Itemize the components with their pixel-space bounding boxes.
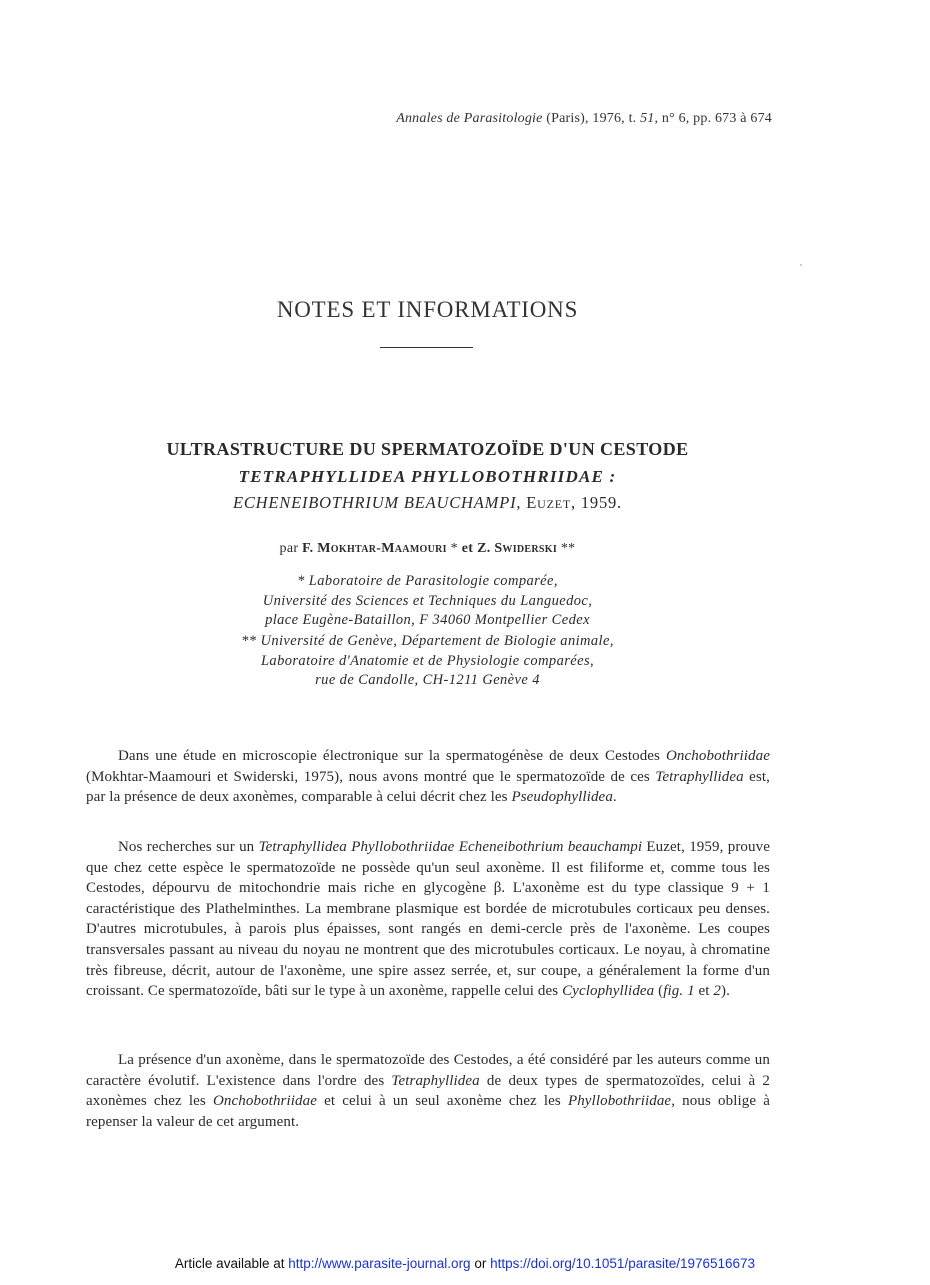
- species-name: ECHENEIBOTHRIUM BEAUCHAMPI,: [233, 493, 522, 512]
- affiliation-1-line: Université des Sciences et Techniques du Languedoc,: [262, 592, 593, 609]
- affiliation-1: [0, 572, 855, 631]
- text-run: .: [612, 789, 617, 806]
- affiliation-2-line: ** Université de Genève, Département de Biologie animale,: [241, 633, 614, 649]
- text-run: Nos recherches sur un: [118, 839, 259, 855]
- text-run: Euzet, 1959, prouve que chez cette espèce le spermatozoïde ne possède qu'un seul axonème. Il est filiforme et, comme tous les Cestodes, dépourvu de mitochondrie mais riche en glycogène β. L'axonème est du type classique 9 + 1 caractéristique des Plathelminthes. La membrane plasmique est bordée de microtubules corticaux peu denses. D'autres microtubules, à parois plus épaisses, sont rangés en demi-cercle près de l'axonème. Les coupes transversales passant au niveau du noyau ne montrent que des microtubules corticaux. Le noyau, à chromatine très fibreuse, décrit, autour de l'axonème, une spire assez serrée, et, sur coupe, a généralement la forme d'un croissant. Ce spermatozoïde, bâti sur le type à un axonème, rappelle celui des: [86, 839, 770, 1000]
- italic-term: Tetraphyllidea: [391, 1072, 480, 1089]
- text-run: nous oblige à repenser la valeur de cet argument.: [86, 1093, 770, 1130]
- species-year: , 1959.: [571, 493, 622, 512]
- journal-name: Annales de Parasitologie: [396, 111, 543, 126]
- body-paragraph-2: [86, 837, 770, 1002]
- doi-link[interactable]: https://doi.org/10.1051/parasite/1976516673: [490, 1256, 756, 1271]
- species-author: Euzet: [526, 493, 571, 512]
- body-paragraph-1: [86, 746, 770, 808]
- affiliation-1-line: place Eugène-Bataillon, F 34060 Montpellier Cedex: [265, 612, 590, 629]
- author1-mark: *: [446, 541, 462, 556]
- footer-or: or: [470, 1256, 491, 1271]
- affiliation-2-line: Laboratoire d'Anatomie et de Physiologie comparées,: [260, 652, 595, 669]
- text-run: La présence d'un axonème, dans le spermatozoïde des Cestodes, a été considéré par les auteurs comme un caractère évolutif. L'existence dans l'ordre des: [86, 1052, 770, 1089]
- affiliation-2-line: rue de Candolle, CH-1211 Genève 4: [315, 672, 540, 689]
- italic-term: fig. 1: [663, 983, 695, 1000]
- italic-term: Pseudophyllidea: [511, 789, 613, 806]
- article-title-line2: TETRAPHYLLIDEA PHYLLOBOTHRIIDAE :: [238, 467, 617, 486]
- italic-term: Tetraphyllidea Phyllobothriidae Echeneibothrium beauchampi: [258, 839, 643, 855]
- author2-mark: **: [557, 541, 576, 556]
- author-par: par: [279, 541, 303, 556]
- article-availability-footer: [0, 1256, 930, 1271]
- text-run: ).: [721, 983, 730, 1000]
- article-title-line3: [0, 493, 855, 513]
- text-run: est, par la présence de deux axonèmes, comparable à celui décrit chez les: [86, 768, 770, 806]
- author2-name: Swiderski: [494, 541, 558, 556]
- scan-speck: [800, 264, 802, 266]
- article-title-line1: ULTRASTRUCTURE DU SPERMATOZOÏDE D'UN CESTODE: [166, 439, 689, 459]
- italic-term: Tetraphyllidea: [655, 768, 744, 785]
- text-run: Dans une étude en microscopie électronique sur la spermatogénèse de deux Cestodes: [118, 748, 666, 764]
- journal-place-year: (Paris), 1976, t.: [542, 111, 641, 126]
- author2-initial: Z.: [477, 541, 495, 556]
- section-title: NOTES ET INFORMATIONS: [276, 297, 579, 322]
- author1-initial: F.: [302, 541, 318, 556]
- text-run: de deux types de spermatozoïdes, celui à 2 axonèmes chez les: [86, 1072, 771, 1110]
- journal-website-link[interactable]: http://www.parasite-journal.org: [288, 1256, 471, 1271]
- author-line: [0, 541, 855, 557]
- text-run: (Mokhtar-Maamouri et Swiderski, 1975), nous avons montré que le spermatozoïde de ces: [86, 768, 656, 785]
- affiliation-1-line: * Laboratoire de Parasitologie comparée,: [297, 573, 558, 589]
- italic-term: Cyclophyllidea: [562, 983, 655, 1000]
- journal-issue-pages: , n° 6, pp. 673 à 674: [654, 111, 772, 126]
- author1-name: Mokhtar-Maamouri: [317, 541, 447, 556]
- footer-prefix: Article available at: [174, 1256, 289, 1271]
- italic-term: Phyllobothriidae,: [567, 1093, 676, 1110]
- journal-reference: [396, 111, 772, 127]
- text-run: et celui à un seul axonème chez les: [316, 1093, 568, 1110]
- italic-term: Onchobothriidae: [666, 748, 770, 764]
- body-paragraph-3: [86, 1050, 770, 1132]
- author-and: et: [461, 541, 478, 556]
- italic-term: Onchobothriidae: [212, 1093, 317, 1110]
- italic-term: 2: [713, 983, 722, 1000]
- section-divider: [380, 347, 473, 348]
- journal-volume: 51: [640, 111, 655, 126]
- text-run: (: [654, 983, 664, 1000]
- affiliation-2: [0, 632, 855, 691]
- text-run: et: [694, 983, 714, 1000]
